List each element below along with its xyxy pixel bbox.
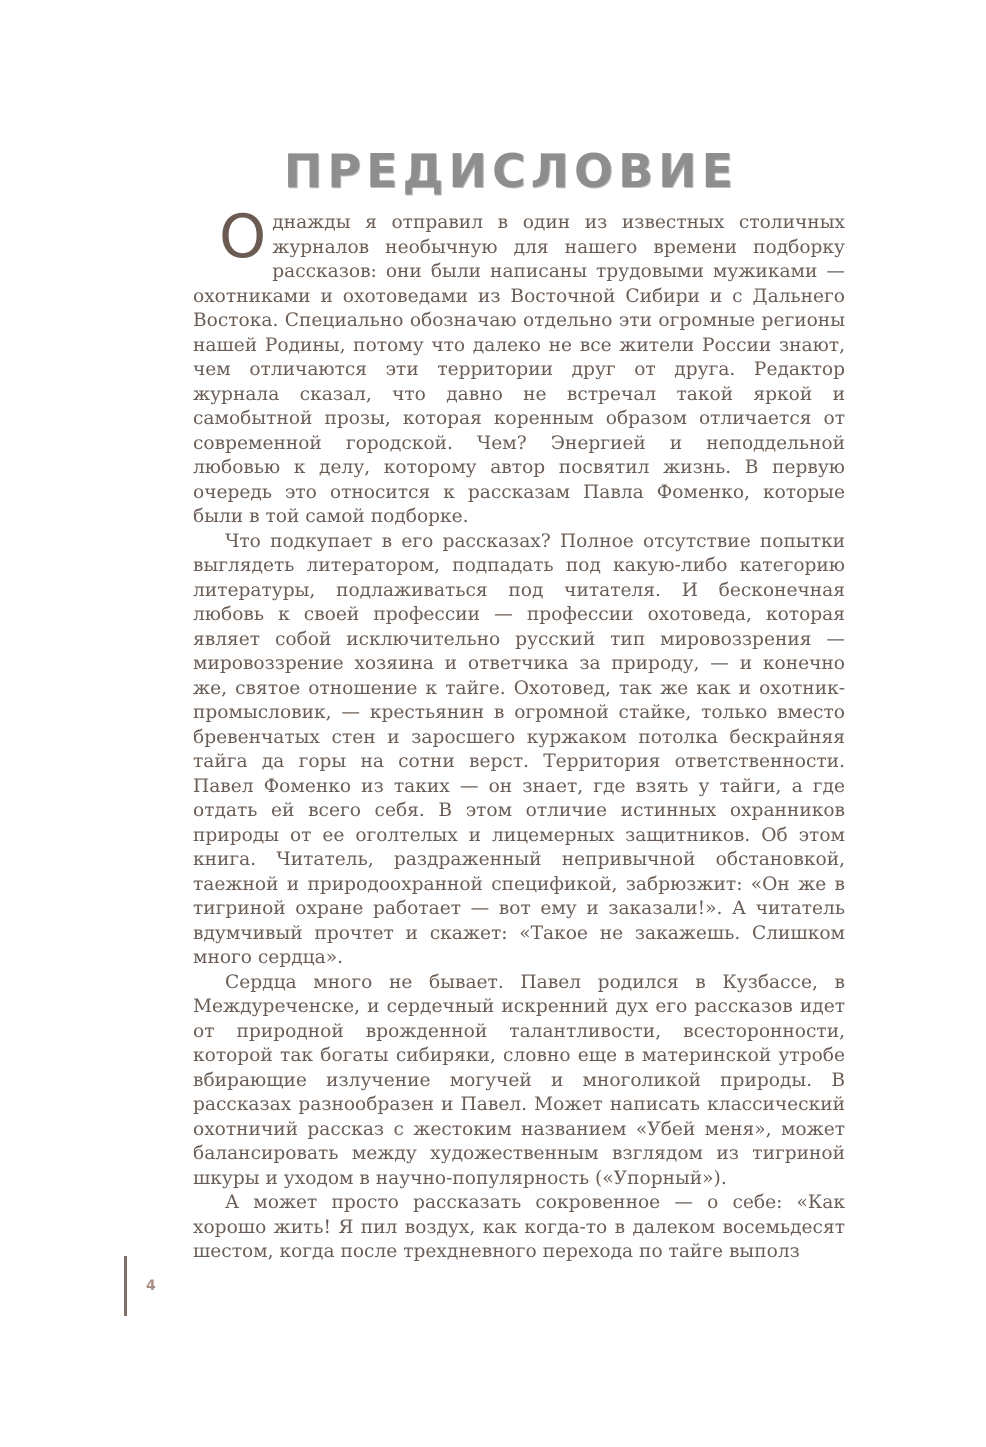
body-text — [193, 202, 845, 1265]
page-number: 4 — [146, 1278, 156, 1294]
drop-cap: О — [219, 202, 267, 272]
page-title: ПРЕДИСЛОВИЕ — [283, 144, 739, 198]
paragraph-1 — [193, 202, 845, 530]
page-number-rule — [124, 1256, 127, 1316]
paragraph-4: А может просто рассказать сокровенное — о себе: «Как хорошо жить! Я пил воздух, как когда-то в далеком восемьдесят шестом, когда после трехдневного перехода по тайге выполз — [193, 1192, 845, 1262]
paragraph-1-text: днажды я отправил в один из известных столичных журналов необычную для нашего времени подборку рассказов: они были написаны трудовыми мужиками — охотниками и охотоведами из Восточной Сибири и с Дальнего Востока. Специально обозначаю отдельно эти огромные регионы нашей Родины, потому что далеко не все жители России знают, чем отличаются эти территории друг от друга. Редактор журнала сказал, что давно не встречал такой яркой и самобытной прозы, которая коренным образом отличается от современной городской. Чем? Энергией и неподдельной любовью к делу, которому автор посвятил жизнь. В первую очередь это относится к рассказам Павла Фоменко, которые были в той самой подборке. — [193, 212, 845, 527]
paragraph-2: Что подкупает в его рассказах? Полное отсутствие попытки выглядеть литератором, подпадать под какую-либо категорию литературы, подлаживаться под читателя. И бесконечная любовь к своей профессии — профессии охотоведа, которая являет собой исключительно русский тип мировоззрения — мировоззрение хозяина и ответчика за природу, — и конечно же, святое отношение к тайге. Охотовед, так же как и охотник-промысловик, — крестьянин в огромной стайке, только вместо бревенчатых стен и заросшего куржаком потолка бескрайняя тайга да горы на сотни верст. Территория ответственности. Павел Фоменко из таких — он знает, где взять у тайги, а где отдать ей всего себя. В этом отличие истинных охранников природы от ее оголтелых и лицемерных защитников. Об этом книга. Читатель, раздраженный непривычной обстановкой, таежной и природоохранной спецификой, забрюзжит: «Он же в тигриной охране работает — вот ему и заказали!». А читатель вдумчивый прочтет и скажет: «Такое не закажешь. Слишком много сердца». — [193, 530, 845, 968]
paragraph-3: Сердца много не бывает. Павел родился в Кузбассе, в Междуреченске, и сердечный искренний дух его рассказов идет от природной врожденной талантливости, всесторонности, которой так богаты сибиряки, словно еще в материнской утробе вбирающие излучение могучей и многоликой природы. В рассказах разнообразен и Павел. Может написать классический охотничий рассказ с жестоким названием «Убей меня», может балансировать между художественным взглядом из тигриной шкуры и уходом в научно-популярность («Упорный»). — [193, 971, 845, 1189]
